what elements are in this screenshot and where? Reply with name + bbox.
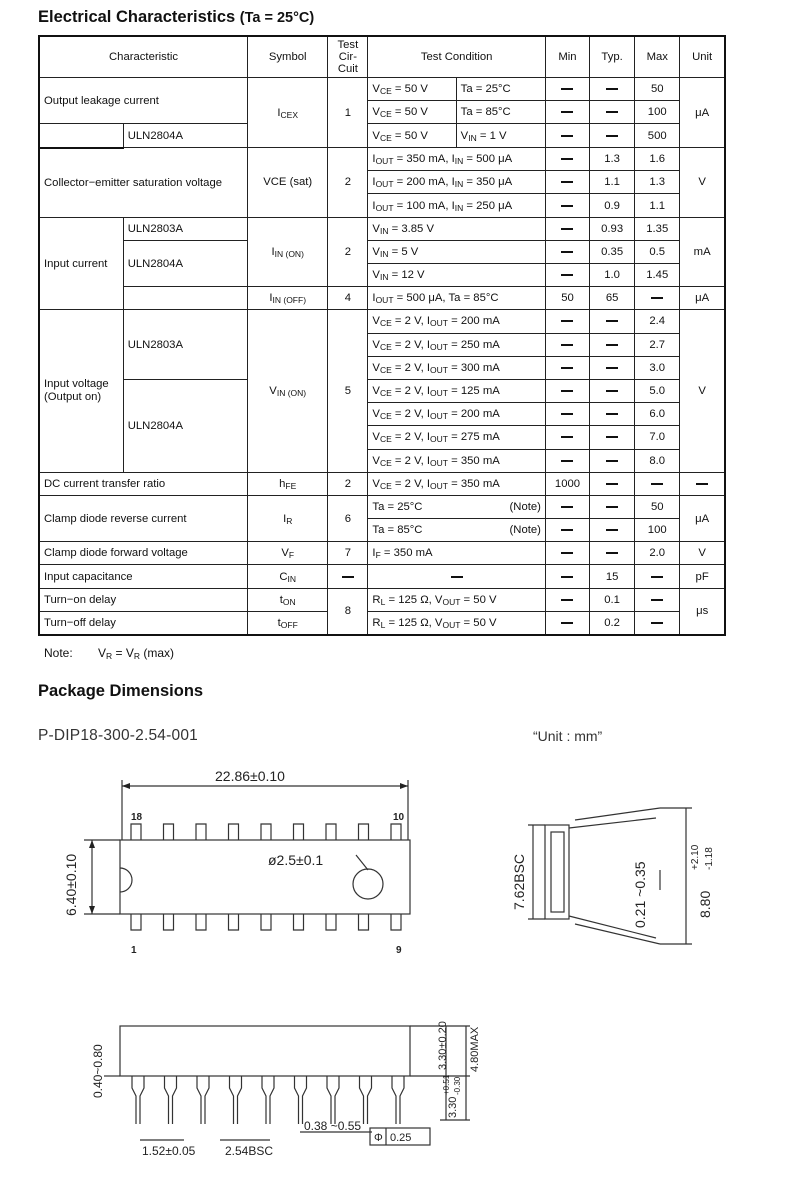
- cond-b: $V_{IN} = 1$ V: [456, 124, 545, 148]
- cond: $I_{OUT} = 100$ mA, $I_{IN} = 250$ μA: [368, 194, 546, 217]
- pin-top: [294, 824, 304, 840]
- symbol-cin: $C_{IN}$: [248, 565, 328, 588]
- typ-dash: [590, 449, 635, 472]
- min-dash: [545, 426, 589, 449]
- pin-bottom: [359, 914, 369, 930]
- typ-value: 0.1: [590, 588, 635, 611]
- unit-dash: [680, 472, 725, 495]
- pin-bottom: [229, 914, 239, 930]
- unit-ua: μA: [680, 78, 725, 148]
- cond-a: $V_{CE} = 50$ V: [368, 78, 456, 101]
- table-row: [39, 310, 725, 333]
- pin-bottom: [261, 914, 271, 930]
- typ-value: 1.3: [590, 148, 635, 171]
- min-dash: [545, 356, 589, 379]
- max-value: 6.0: [635, 403, 680, 426]
- symbol-vin-on: $V_{IN (ON)}$: [248, 310, 328, 472]
- front-pin: [132, 1076, 144, 1124]
- cond-a: $V_{CE} = 50$ V: [368, 101, 456, 124]
- max-value: 500: [635, 124, 680, 148]
- typ-value: 0.9: [590, 194, 635, 217]
- max-dash: [635, 287, 680, 310]
- front-pin: [392, 1076, 404, 1124]
- max-value: 7.0: [635, 426, 680, 449]
- max-value: 1.35: [635, 217, 680, 240]
- cond: $V_{CE} = 2$ V, $I_{OUT} = 275$ mA: [368, 426, 546, 449]
- max-value: 0.5: [635, 240, 680, 263]
- circuit-2: 2: [328, 217, 368, 287]
- table-row: [39, 148, 725, 171]
- pin-top: [131, 824, 141, 840]
- symbol-ir: $I_R$: [248, 495, 328, 541]
- front-pin: [295, 1076, 307, 1124]
- dim-standoff: 0.40~0.80: [91, 1044, 105, 1098]
- pin-label-18: 18: [131, 812, 143, 823]
- symbol-icex: $I_{CEX}$: [248, 78, 328, 148]
- max-dash: [635, 565, 680, 588]
- symbol-toff: $t_{OFF}$: [248, 611, 328, 635]
- max-value: 1.6: [635, 148, 680, 171]
- package-heading: Package Dimensions: [38, 682, 204, 700]
- pin-top: [261, 824, 271, 840]
- typ-dash: [590, 124, 635, 148]
- max-value: 100: [635, 101, 680, 124]
- max-value: 2.0: [635, 542, 680, 565]
- front-pin: [197, 1076, 209, 1124]
- header-unit: Unit: [680, 36, 725, 78]
- cond: $V_{CE} = 2$ V, $I_{OUT} = 300$ mA: [368, 356, 546, 379]
- cond: $I_{OUT} = 350$ mA, $I_{IN} = 500$ μA: [368, 148, 546, 171]
- dim-tolerance: 0.25: [390, 1132, 412, 1144]
- dim-body-height: 3.30±0.20: [437, 1021, 449, 1070]
- max-value: 1.3: [635, 171, 680, 194]
- cond: $V_{CE} = 2$ V, $I_{OUT} = 125$ mA: [368, 379, 546, 402]
- pin-label-10: 10: [393, 812, 405, 823]
- circuit-2: 2: [328, 472, 368, 495]
- pin-label-1: 1: [131, 945, 137, 956]
- unit-us: μs: [680, 588, 725, 635]
- char-dc-transfer: DC current transfer ratio: [39, 472, 248, 495]
- pin-bottom: [294, 914, 304, 930]
- max-value: 1.1: [635, 194, 680, 217]
- char-sub-uln2803a: ULN2803A: [123, 217, 247, 240]
- char-turn-off-delay: Turn−off delay: [39, 611, 248, 635]
- dim-lead-spread-tol-top: +2.10: [690, 844, 701, 870]
- front-pin: [165, 1076, 177, 1124]
- table-row: [39, 124, 725, 148]
- unit-ma: mA: [680, 217, 725, 287]
- min-dash: [545, 611, 589, 635]
- circuit-5: 5: [328, 310, 368, 472]
- dim-lead-width: 0.38 ~0.55: [304, 1119, 362, 1133]
- dim-pitch: 2.54BSC: [225, 1144, 274, 1158]
- cond: Ta = 25°C (Note): [368, 495, 546, 518]
- char-input-capacitance: Input capacitance: [39, 565, 248, 588]
- ejector-hole: [353, 869, 383, 899]
- typ-dash: [590, 519, 635, 542]
- min-dash: [545, 217, 589, 240]
- symbol-hfe: $h_{FE}$: [248, 472, 328, 495]
- unit-ua: μA: [680, 287, 725, 310]
- dim-lead-length-tol-top: +0.51: [442, 1074, 451, 1095]
- min-dash: [545, 78, 589, 101]
- pin-top: [326, 824, 336, 840]
- dim-width: 6.40±0.10: [63, 853, 79, 916]
- typ-value: 15: [590, 565, 635, 588]
- cond: $V_{IN} = 12$ V: [368, 264, 546, 287]
- char-vce-sat: Collector−emitter saturation voltage: [39, 148, 248, 218]
- circuit-6: 6: [328, 495, 368, 541]
- dim-lead-thickness: 0.21 ~0.35: [632, 861, 648, 928]
- front-pin: [360, 1076, 372, 1124]
- table-row: [39, 287, 725, 310]
- dim-lead-spread-tol-bottom: -1.18: [704, 847, 715, 870]
- front-pin: [327, 1076, 339, 1124]
- cond: $V_{CE} = 2$ V, $I_{OUT} = 250$ mA: [368, 333, 546, 356]
- min-value: 1000: [545, 472, 589, 495]
- typ-dash: [590, 379, 635, 402]
- typ-value: 0.2: [590, 611, 635, 635]
- dim-lead-spread: 8.80: [697, 890, 713, 918]
- cond: $V_{CE} = 2$ V, $I_{OUT} = 200$ mA: [368, 403, 546, 426]
- cond-b: Ta = 85°C: [456, 101, 545, 124]
- side-view: [528, 808, 692, 944]
- typ-value: 65: [590, 287, 635, 310]
- unit-v: V: [680, 148, 725, 218]
- cond: $I_F = 350$ mA: [368, 542, 546, 565]
- dim-hole: ø2.5±0.1: [268, 852, 324, 868]
- table-row: [39, 240, 725, 263]
- header-max: Max: [635, 36, 680, 78]
- pin-top: [229, 824, 239, 840]
- notch-icon: [120, 868, 132, 892]
- pin-top: [359, 824, 369, 840]
- tolerance-symbol-icon: Φ: [374, 1132, 383, 1144]
- min-dash: [545, 194, 589, 217]
- pin-top: [164, 824, 174, 840]
- max-dash: [635, 588, 680, 611]
- min-dash: [545, 124, 589, 148]
- max-dash: [635, 472, 680, 495]
- dim-lead-length-tol-bottom: -0.30: [453, 1076, 462, 1095]
- min-dash: [545, 171, 589, 194]
- cond: $V_{CE} = 2$ V, $I_{OUT} = 200$ mA: [368, 310, 546, 333]
- char-input-current: Input current: [39, 217, 123, 310]
- min-value: 50: [545, 287, 589, 310]
- char-sub-uln2804a: ULN2804A: [123, 240, 247, 286]
- typ-value: 0.35: [590, 240, 635, 263]
- max-value: 5.0: [635, 379, 680, 402]
- cond-a: $V_{CE} = 50$ V: [368, 124, 456, 148]
- circuit-7: 7: [328, 542, 368, 565]
- max-value: 2.7: [635, 333, 680, 356]
- max-value: 8.0: [635, 449, 680, 472]
- min-dash: [545, 379, 589, 402]
- pin-bottom: [391, 914, 401, 930]
- cond: $V_{CE} = 2$ V, $I_{OUT} = 350$ mA: [368, 472, 546, 495]
- unit-v: V: [680, 310, 725, 472]
- cond: $I_{OUT} = 200$ mA, $I_{IN} = 350$ μA: [368, 171, 546, 194]
- cond: Ta = 85°C (Note): [368, 519, 546, 542]
- front-pins: [132, 1076, 404, 1124]
- typ-value: 0.93: [590, 217, 635, 240]
- electrical-characteristics-table: [38, 35, 726, 636]
- typ-value: 1.0: [590, 264, 635, 287]
- typ-dash: [590, 426, 635, 449]
- table-row: [39, 611, 725, 635]
- char-input-voltage: Input voltage (Output on): [39, 310, 123, 472]
- package-code: P-DIP18-300-2.54-001: [38, 727, 198, 744]
- min-dash: [545, 519, 589, 542]
- dim-lead-length: 3.30: [447, 1096, 459, 1118]
- table-row: [39, 565, 725, 588]
- cond-b: Ta = 25°C: [456, 78, 545, 101]
- symbol-vf: $V_F$: [248, 542, 328, 565]
- dim-row-spacing: 7.62BSC: [511, 853, 527, 910]
- front-view: [104, 1026, 470, 1145]
- header-symbol: Symbol: [248, 36, 328, 78]
- table-header-row: [39, 36, 725, 78]
- min-dash: [545, 542, 589, 565]
- symbol-iin-off: $I_{IN (OFF)}$: [248, 287, 328, 310]
- cond-dash: [368, 565, 546, 588]
- pin-bottom: [196, 914, 206, 930]
- package-unit: “Unit : mm”: [533, 728, 603, 744]
- min-dash: [545, 148, 589, 171]
- min-dash: [545, 588, 589, 611]
- typ-dash: [590, 472, 635, 495]
- char-blank: [39, 124, 123, 148]
- char-clamp-reverse: Clamp diode reverse current: [39, 495, 248, 541]
- typ-dash: [590, 78, 635, 101]
- max-value: 50: [635, 78, 680, 101]
- max-value: 1.45: [635, 264, 680, 287]
- char-clamp-forward: Clamp diode forward voltage: [39, 542, 248, 565]
- table-row: [39, 217, 725, 240]
- min-dash: [545, 310, 589, 333]
- char-sub-uln2803a: ULN2803A: [123, 310, 247, 380]
- char-blank: [123, 287, 247, 310]
- package-drawing: [0, 750, 790, 1186]
- typ-dash: [590, 101, 635, 124]
- typ-dash: [590, 403, 635, 426]
- header-typ: Typ.: [590, 36, 635, 78]
- circuit-2: 2: [328, 148, 368, 218]
- circuit-8: 8: [328, 588, 368, 635]
- symbol-vce-sat: VCE (sat): [248, 148, 328, 218]
- table-row: [39, 542, 725, 565]
- header-test-condition: Test Condition: [368, 36, 546, 78]
- pin-top: [391, 824, 401, 840]
- table-row: [39, 379, 725, 402]
- min-dash: [545, 403, 589, 426]
- pin-top: [196, 824, 206, 840]
- typ-dash: [590, 542, 635, 565]
- circuit-4: 4: [328, 287, 368, 310]
- typ-dash: [590, 356, 635, 379]
- table-row: [39, 78, 725, 101]
- min-dash: [545, 449, 589, 472]
- min-dash: [545, 264, 589, 287]
- header-min: Min: [545, 36, 589, 78]
- cond: $V_{IN} = 5$ V: [368, 240, 546, 263]
- char-sub-uln2804a: ULN2804A: [123, 124, 247, 148]
- pin-label-9: 9: [396, 945, 402, 956]
- cond: $I_{OUT} = 500$ μA, Ta = 85°C: [368, 287, 546, 310]
- min-dash: [545, 565, 589, 588]
- table-row: [39, 588, 725, 611]
- unit-v: V: [680, 542, 725, 565]
- max-value: 100: [635, 519, 680, 542]
- min-dash: [545, 101, 589, 124]
- max-dash: [635, 611, 680, 635]
- cond: $R_L = 125$ Ω, $V_{OUT} = 50$ V: [368, 611, 546, 635]
- char-turn-on-delay: Turn−on delay: [39, 588, 248, 611]
- header-characteristic: Characteristic: [39, 36, 248, 78]
- max-value: 3.0: [635, 356, 680, 379]
- section-title: Electrical Characteristics (Ta = 25°C): [38, 8, 315, 26]
- circuit-1: 1: [328, 78, 368, 148]
- typ-dash: [590, 495, 635, 518]
- symbol-iin-on: $I_{IN (ON)}$: [248, 217, 328, 287]
- header-test-circuit: Test Cir- Cuit: [328, 36, 368, 78]
- max-value: 50: [635, 495, 680, 518]
- pin-bottom: [326, 914, 336, 930]
- typ-value: 1.1: [590, 171, 635, 194]
- char-output-leakage: Output leakage current: [39, 78, 248, 124]
- typ-dash: [590, 333, 635, 356]
- char-sub-uln2804a: ULN2804A: [123, 379, 247, 472]
- min-dash: [545, 495, 589, 518]
- pin-bottom: [131, 914, 141, 930]
- cond: $R_L = 125$ Ω, $V_{OUT} = 50$ V: [368, 588, 546, 611]
- table-note: Note: $V_R = V_R$ (max): [44, 646, 175, 661]
- cond: $V_{CE} = 2$ V, $I_{OUT} = 350$ mA: [368, 449, 546, 472]
- symbol-ton: $t_{ON}$: [248, 588, 328, 611]
- table-row: [39, 472, 725, 495]
- front-pin: [230, 1076, 242, 1124]
- typ-dash: [590, 310, 635, 333]
- dim-length: 22.86±0.10: [215, 768, 285, 784]
- unit-pf: pF: [680, 565, 725, 588]
- ic-body-top: [120, 840, 410, 914]
- min-dash: [545, 240, 589, 263]
- max-value: 2.4: [635, 310, 680, 333]
- front-pin: [262, 1076, 274, 1124]
- pin-bottom: [164, 914, 174, 930]
- circuit-dash: [328, 565, 368, 588]
- table-row: [39, 495, 725, 518]
- unit-ua: μA: [680, 495, 725, 541]
- min-dash: [545, 333, 589, 356]
- dim-max-height: 4.80MAX: [469, 1026, 481, 1072]
- cond: $V_{IN} = 3.85$ V: [368, 217, 546, 240]
- dim-pitch-width: 1.52±0.05: [142, 1144, 196, 1158]
